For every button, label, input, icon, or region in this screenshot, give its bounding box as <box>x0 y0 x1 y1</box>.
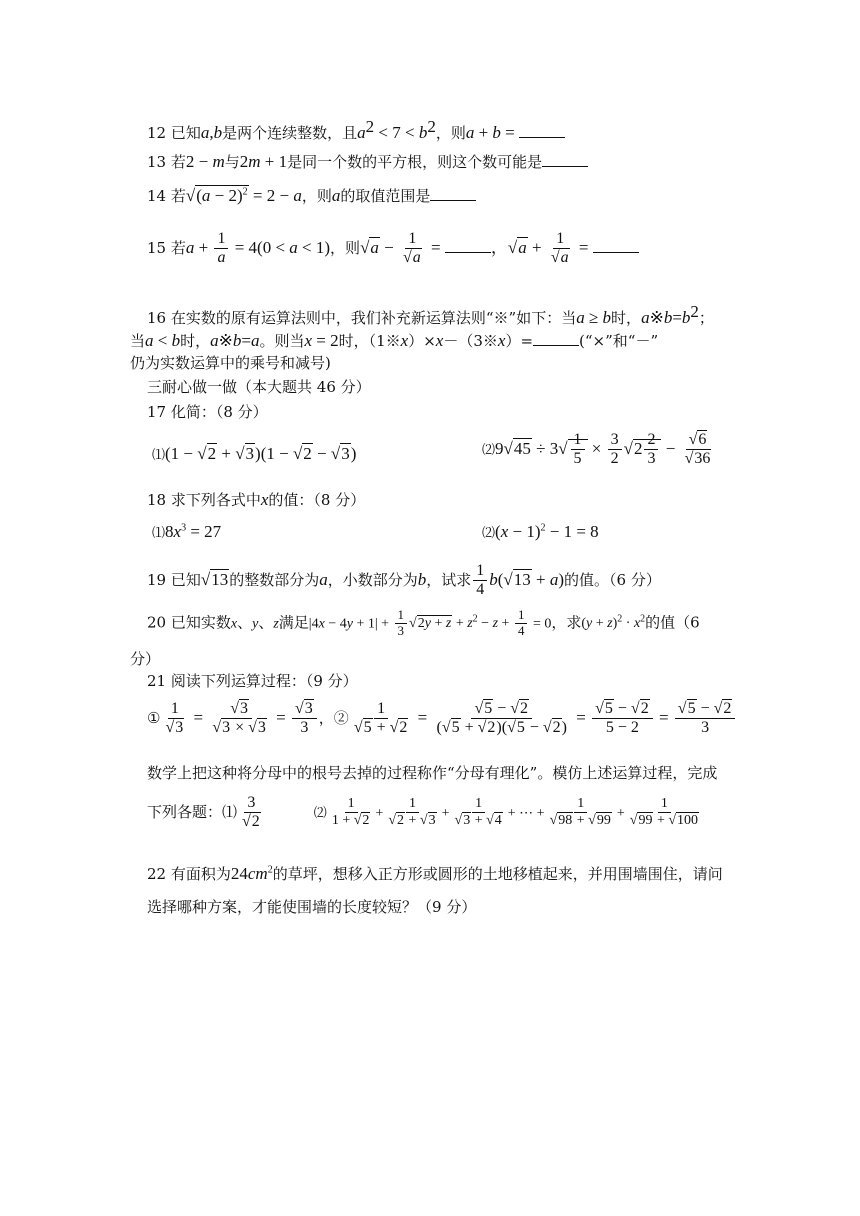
question-16-line1: 16 在实数的原有运算法则中，我们补充新运算法则“※”如下：当a ≥ b时，$a※b=b^2$； <box>147 302 714 327</box>
section-heading: 三耐心做一做（本大题共 46 分） <box>147 378 371 396</box>
answer-blank[interactable] <box>542 165 588 167</box>
question-18-part1: $⑴8x^3 = 27$ <box>152 522 222 541</box>
question-18-part2: ⑵(x − 1)$^2$ − 1 = 8 <box>482 522 599 541</box>
question-12: 12 已知a,b是两个连续整数，且$a^2 < 7 < b^2$，则a + b = <box>147 117 565 143</box>
question-21-para1: 数学上把这种将分母中的根号去掉的过程称作“分母有理化”。模仿上述运算过程，完成 <box>147 764 718 782</box>
question-19: 19 已知√13的整数部分为a，小数部分为b，试求 $\frac{1}{4}$ b(√13 + a)的值。（6 分） <box>147 562 661 599</box>
answer-blank[interactable] <box>430 199 476 201</box>
question-16-line3: 仍为实数运算中的乘号和减号) <box>130 354 331 372</box>
answer-blank[interactable] <box>593 251 639 253</box>
question-17-part1: ⑴(1 − √2 + √3)(1 − √2 − √3) <box>152 444 357 463</box>
question-17-part2: ⑵9√45 ÷ 3√ $\frac{1}{5}$ × $\frac{3}{2}$ √2 $\frac{2}{3}$ − $\frac{√6}{√36}$ <box>482 431 711 468</box>
question-15: 15 若a + $\frac{1}{a}$ = 4(0 < a < 1)，则√a − $\frac{1}{√a}$ = ，√a + $\frac{1}{√a}$ = <box>147 230 639 268</box>
question-22-line2: 选择哪种方案，才能使围墙的长度较短？（9 分） <box>147 898 477 916</box>
question-21-example: ① $\frac{1}{√3}$ = $\frac{√3}{√3 \times √3}$ = $\frac{√3}{3}$ ，② $\frac{1}{√5 + √2}$ = $\frac{√5 - √2}{(√5 + √2)(√5 - √2)}$ = $\frac{√5 - √2}{5 - 2}$ = $\frac{√5 - √2}{3}$ <box>147 700 737 738</box>
question-17: 17 化简：（8 分） <box>147 403 268 421</box>
question-20-cont: 分） <box>130 650 161 668</box>
question-16-line2: 当a < b时，a※b=a。则当x = 2时，（1※x）×x－（3※x）= (“×”和“－” <box>130 331 659 350</box>
question-21: 21 阅读下列运算过程：（9 分） <box>147 672 358 690</box>
question-21-parts: 下列各题：⑴ $\frac{3}{√2}$ ⑵ $\frac{1}{1 + √2}$ + $\frac{1}{√2 + √3}$ + $\frac{1}{√3 + √4}$ + ⋯ + $\frac{1}{√98 + √99}$ + $\frac{1}{√99 + √100}$ <box>147 794 699 831</box>
question-22-line1: 22 有面积为$24cm^2$的草坪，想移入正方形或圆形的土地移植起来，并用围墙围住，请问 <box>147 864 723 883</box>
answer-blank[interactable] <box>445 251 491 253</box>
question-18: 18 求下列各式中x的值：（8 分） <box>147 490 366 509</box>
question-13: 13 若2 − m与2m + 1是同一个数的平方根，则这个数可能是 <box>147 152 588 172</box>
answer-blank[interactable] <box>519 136 565 138</box>
question-14: 14 若$√(a - 2)^2 = 2 - a$，则a的取值范围是 <box>147 186 476 206</box>
question-20: 20 已知实数x、y、z满足|4x − 4y + 1| + $\frac{1}{3}$ $√2y + z + z^2 - z$ + $\frac{1}{4}$ = 0，求$(y + z)^2 \cdot x^2$的值（6 <box>147 607 700 638</box>
answer-blank[interactable] <box>533 344 579 346</box>
